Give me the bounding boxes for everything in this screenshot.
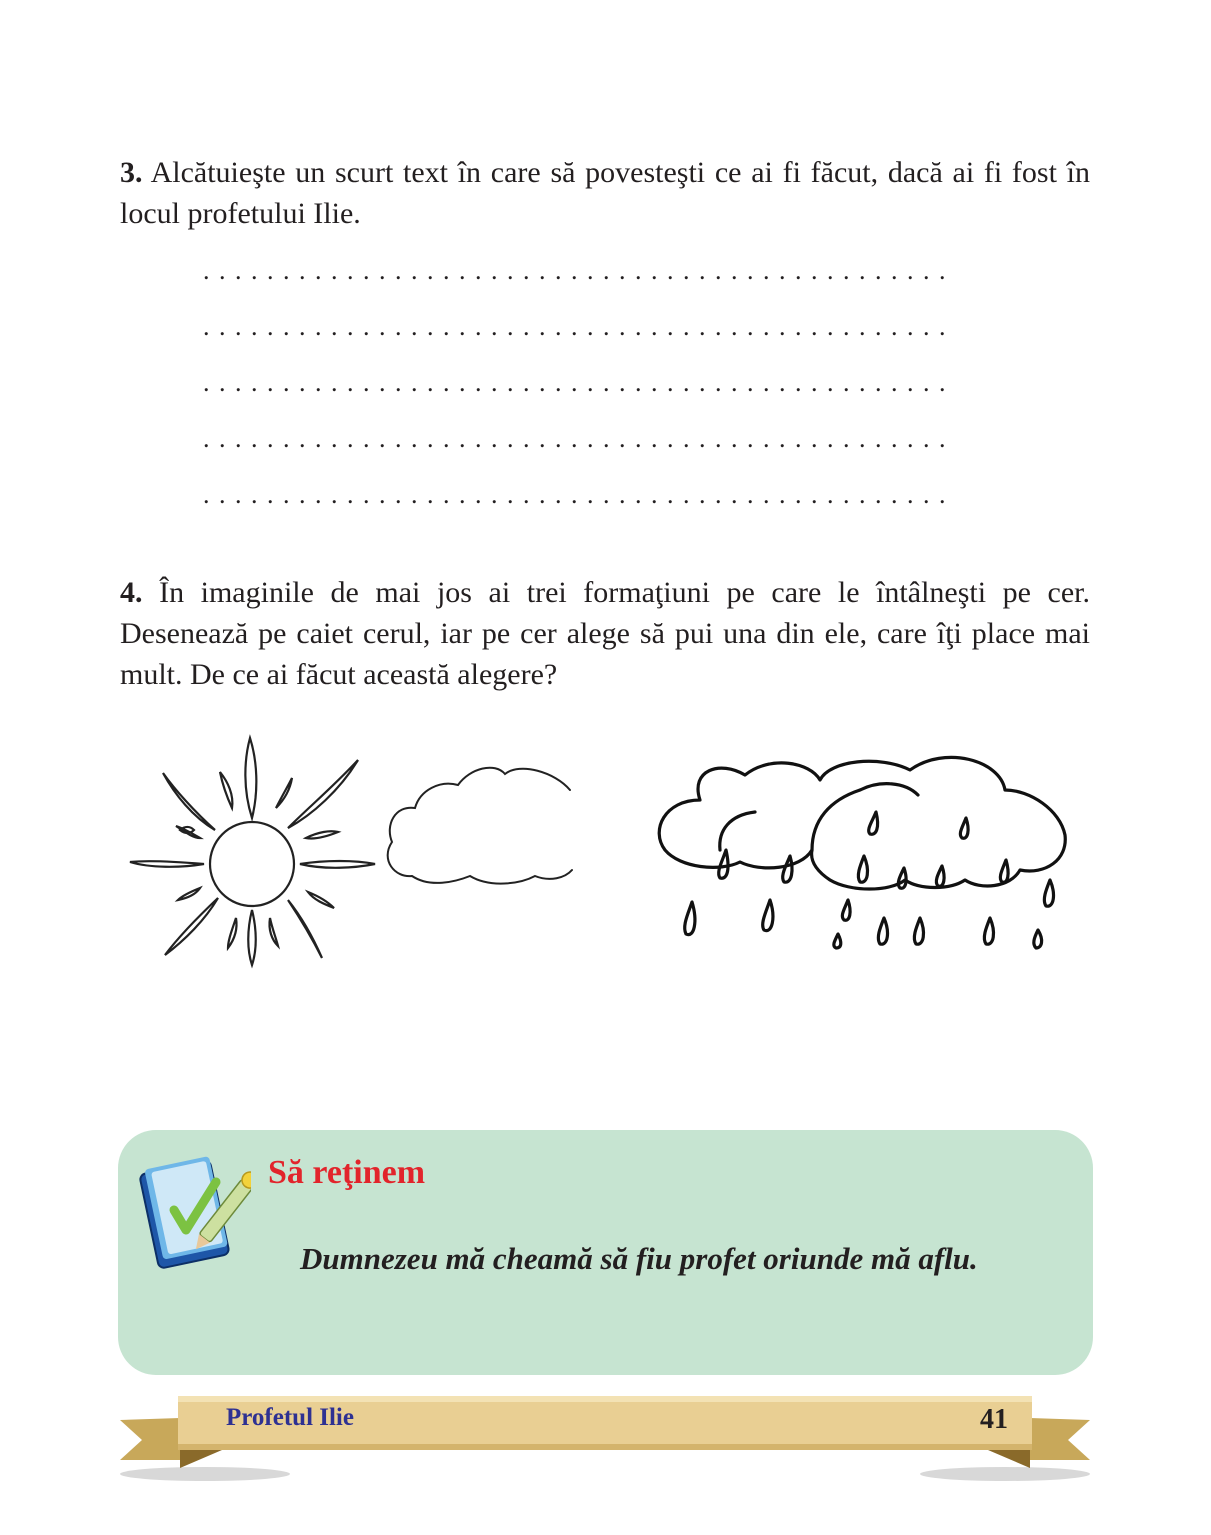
remember-text: Dumnezeu mă cheamă să fiu profet oriunde mă aflu. [300, 1241, 978, 1276]
remember-title: Să reţinem [268, 1154, 426, 1191]
answer-line[interactable]: ............................................... [203, 314, 955, 340]
answer-line[interactable]: ............................................... [203, 482, 955, 508]
exercise-3-text: Alcătuieşte un scurt text în care să povesteşti ce ai fi făcut, dacă ai fi fost în locul profetului Ilie. [120, 156, 1090, 230]
rain-cloud-drawing [659, 757, 1065, 948]
exercise-4-text: În imaginile de mai jos ai trei formaţiuni pe care le întâlneşti pe cer. Desenează pe caiet cerul, iar pe cer alege să pui una din ele, care îţi place mai mult. De ce ai făcut această alegere? [120, 576, 1090, 691]
exercise-4-number: 4. [120, 576, 143, 609]
raindrops [685, 812, 1054, 948]
footer-title: Profetul Ilie [226, 1404, 354, 1431]
answer-line[interactable]: ............................................... [203, 258, 955, 284]
answer-line[interactable]: ............................................... [203, 370, 955, 396]
page-number: 41 [980, 1404, 1008, 1435]
exercise-3 [120, 152, 1090, 234]
exercise-3-number: 3. [120, 156, 143, 189]
footer-ribbon [110, 1388, 1100, 1488]
sun-drawing [130, 738, 375, 965]
cloud-drawing [388, 768, 572, 884]
checklist-pencil-icon [136, 1152, 251, 1272]
answer-line[interactable]: ............................................... [203, 426, 955, 452]
exercise-4 [120, 572, 1090, 695]
